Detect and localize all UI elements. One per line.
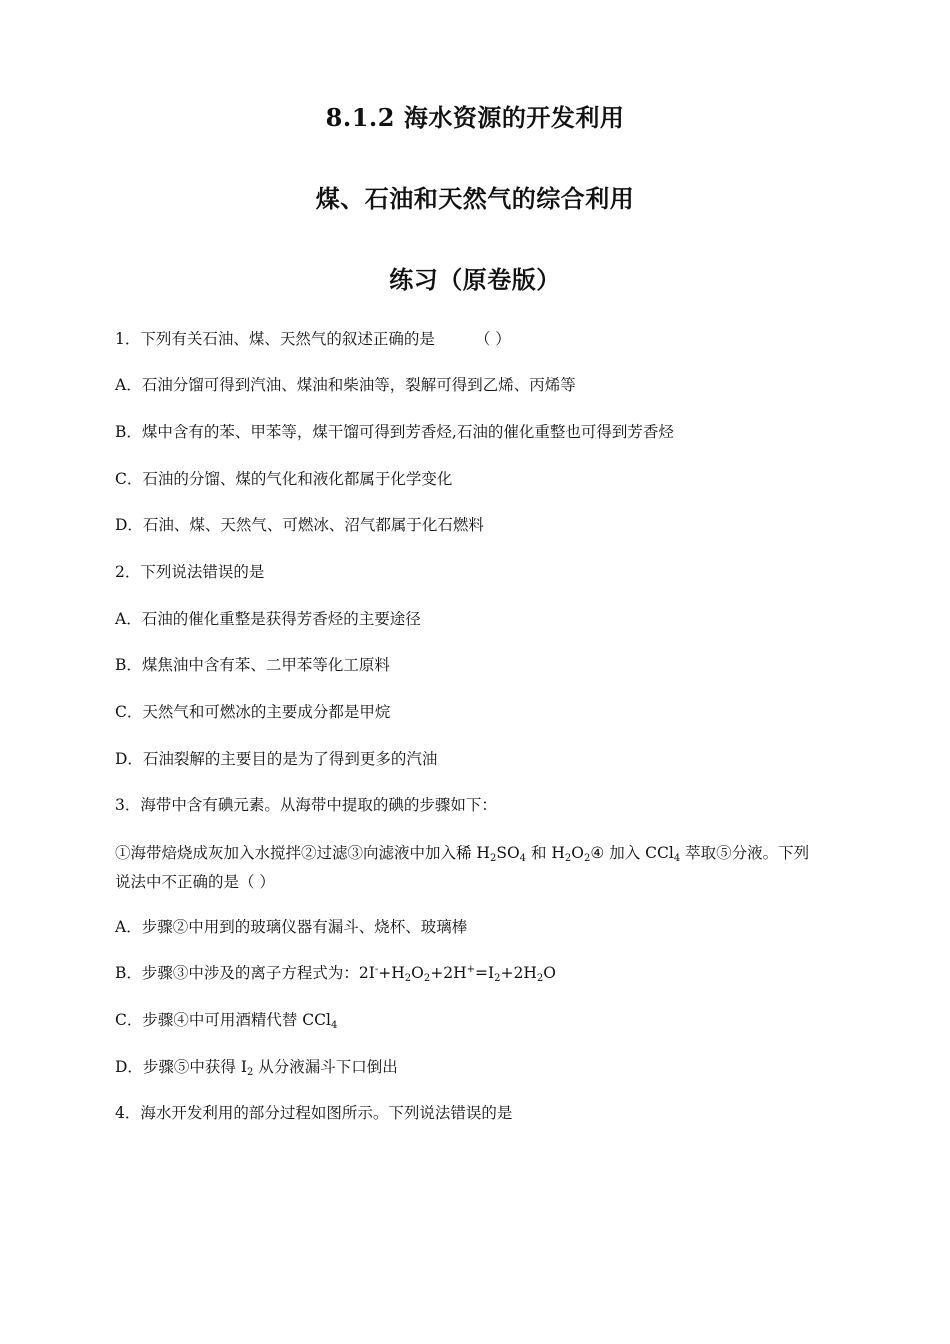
question-1-text: 1．下列有关石油、煤、天然气的叙述正确的是 — [115, 330, 435, 348]
question-2-option-a: A．石油的催化重整是获得芳香烃的主要途径 — [115, 610, 421, 628]
title-section: 8.1.2 海水资源的开发利用 — [325, 103, 625, 132]
question-2-option-c: C．天然气和可燃冰的主要成分都是甲烷 — [115, 703, 391, 721]
question-3-option-a: A．步骤②中用到的玻璃仪器有漏斗、烧杯、玻璃棒 — [115, 918, 468, 936]
question-3-option-d: D．步骤⑤中获得 $I_2$ 从分液漏斗下口倒出 — [115, 1058, 398, 1078]
title-topic: 煤、石油和天然气的综合利用 — [315, 184, 635, 213]
question-1-option-b: B．煤中含有的苯、甲苯等，煤干馏可得到芳香烃,石油的催化重整也可得到芳香烃 — [115, 423, 674, 441]
question-2-option-d: D．石油裂解的主要目的是为了得到更多的汽油 — [115, 750, 438, 768]
question-3-option-b: B．步骤③中涉及的离子方程式为：$2I^-+H_2O_2+2H^+=I_2+2H_2O$ — [115, 964, 556, 984]
title-exercise: 练习（原卷版） — [389, 265, 561, 294]
question-1-option-c: C．石油的分馏、煤的气化和液化都属于化学变化 — [115, 470, 453, 488]
question-1-option-a: A．石油分馏可得到汽油、煤油和柴油等，裂解可得到乙烯、丙烯等 — [115, 376, 576, 394]
question-1-option-d: D．石油、煤、天然气、可燃冰、沼气都属于化石燃料 — [115, 516, 484, 534]
question-2-option-b: B．煤焦油中含有苯、二甲苯等化工原料 — [115, 656, 390, 674]
question-3-steps: ①海带焙烧成灰加入水搅拌②过滤③向滤液中加入稀 $H_2SO_4$ 和 $H_2O_2④$ 加入 CCl$_4$ 萃取⑤分液。下列 — [115, 844, 810, 864]
question-3-stem: 3．海带中含有碘元素。从海带中提取的碘的步骤如下： — [115, 796, 497, 814]
question-3-steps-cont: 说法中不正确的是（ ） — [115, 873, 275, 891]
question-3-option-c: C．步骤④中可用酒精代替 CCl$_4$ — [115, 1011, 338, 1031]
question-1-stem — [115, 329, 511, 349]
question-4-stem: 4．海水开发利用的部分过程如图所示。下列说法错误的是 — [115, 1104, 513, 1122]
question-2-stem: 2．下列说法错误的是 — [115, 563, 265, 581]
answer-blank: （ ） — [474, 330, 511, 348]
